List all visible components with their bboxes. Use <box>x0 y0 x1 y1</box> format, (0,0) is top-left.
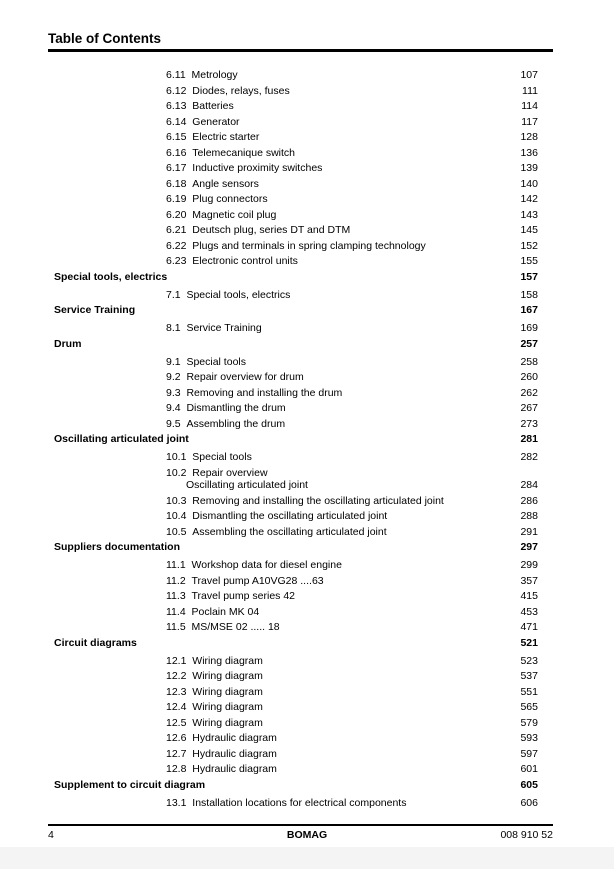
toc-entry-text: Dismantling the oscillating articulated joint <box>192 510 388 522</box>
toc-entry-number: 9.4 <box>166 402 181 414</box>
toc-entry-number: 6.12 <box>166 84 187 97</box>
toc-page-number: 260 <box>520 371 538 383</box>
toc-page-number: 128 <box>520 131 538 143</box>
toc-chapter-title: Circuit diagrams <box>54 636 137 649</box>
toc-entry-title <box>166 559 342 571</box>
toc-entry-title <box>166 763 277 775</box>
toc-entry-number: 6.19 <box>166 193 187 205</box>
toc-entry-number: 6.20 <box>166 208 187 221</box>
toc-entry-title <box>166 621 280 633</box>
toc-entry-number: 6.11 <box>166 69 186 81</box>
toc-entry-text: Electric starter <box>192 131 260 143</box>
toc-entry-text: Special tools, electrics <box>186 288 291 301</box>
header-rule <box>48 49 553 52</box>
toc-entry-number: 6.23 <box>166 255 187 267</box>
toc-entry-text: Metrology <box>191 69 238 81</box>
toc-page-number: 107 <box>520 69 538 81</box>
toc-entry-title <box>166 131 259 143</box>
toc-entry-number: 13.1 <box>166 796 187 809</box>
toc-page-number: 142 <box>520 193 538 205</box>
toc-entry-number: 10.5 <box>166 525 187 538</box>
toc-entry-text: MS/MSE 02 ..... 18 <box>191 621 280 633</box>
toc-entry-number: 6.14 <box>166 115 187 128</box>
toc-entry-text: Removing and installing the drum <box>186 386 343 399</box>
toc-page-number: 136 <box>520 146 538 159</box>
footer-rule <box>48 824 553 826</box>
toc-entry-number: 12.6 <box>166 732 187 744</box>
toc-entry-text: Inductive proximity switches <box>192 162 323 174</box>
toc-entry-title <box>166 655 263 667</box>
toc-entry-text: Magnetic coil plug <box>192 208 277 221</box>
toc-entry-number: 12.3 <box>166 685 187 698</box>
toc-entry-text: Special tools <box>192 451 252 463</box>
toc-entry-text: Plug connectors <box>192 193 268 205</box>
toc-entry-text: Wiring diagram <box>192 685 263 698</box>
toc-entry-number: 6.22 <box>166 239 187 252</box>
toc-entry-number: 6.13 <box>166 100 187 112</box>
toc-entry-title <box>166 162 322 174</box>
toc-entry-text: Plugs and terminals in spring clamping technology <box>192 239 426 252</box>
toc-entry-text: Hydraulic diagram <box>192 747 277 760</box>
toc-entry-title <box>166 100 234 112</box>
toc-page-number: 152 <box>520 239 538 252</box>
toc-entry-title <box>166 526 387 538</box>
toc-entry-title: Oscillating articulated joint <box>186 478 308 491</box>
toc-page-number: 117 <box>521 115 538 128</box>
toc-page-number: 565 <box>520 701 538 713</box>
toc-entry-title <box>166 670 263 682</box>
footer-page-number: 4 <box>48 829 54 841</box>
toc-entry-text: Hydraulic diagram <box>192 763 277 775</box>
toc-entry-number: 12.7 <box>166 747 187 760</box>
toc-entry-number: 9.1 <box>166 355 181 368</box>
toc-entry-title <box>166 402 286 414</box>
toc-entry-title <box>166 717 263 729</box>
toc-entry-number: 11.1 <box>166 559 186 571</box>
toc-entry-text: Service Training <box>186 322 262 334</box>
toc-entry-text: Angle sensors <box>192 177 259 190</box>
toc-page-number: 281 <box>520 433 538 445</box>
footer-brand: BOMAG <box>286 829 328 841</box>
toc-page-number: 114 <box>521 100 538 112</box>
toc-page-number: 297 <box>520 541 538 553</box>
toc-entry-text: Wiring diagram <box>192 716 263 729</box>
toc-page-number: 282 <box>520 451 538 463</box>
toc-entry-number: 12.4 <box>166 701 187 713</box>
toc-entry-number: 12.8 <box>166 763 187 775</box>
toc-entry-text: Wiring diagram <box>192 670 263 682</box>
toc-chapter-title: Service Training <box>54 304 136 316</box>
toc-chapter-title: Special tools, electrics <box>54 270 168 283</box>
toc-entry-title <box>166 701 263 713</box>
toc-entry-title <box>166 748 277 760</box>
toc-chapter-title: Suppliers documentation <box>54 541 181 553</box>
toc-chapter-title: Oscillating articulated joint <box>54 433 189 445</box>
toc-page-number: 357 <box>520 574 538 587</box>
toc-entry-text: Batteries <box>192 100 234 112</box>
toc-entry-title <box>166 322 262 334</box>
toc-entry-number: 11.3 <box>166 590 186 602</box>
toc-page-number: 537 <box>520 670 538 682</box>
toc-entry-title <box>166 495 444 507</box>
toc-entry-text: Repair overview <box>192 466 268 479</box>
toc-entry-number: 6.21 <box>166 224 187 236</box>
toc-entry-text: Travel pump series 42 <box>191 590 296 602</box>
toc-entry-title <box>166 116 240 128</box>
toc-page-number: 551 <box>520 685 538 698</box>
toc-entry-number: 8.1 <box>166 322 181 334</box>
toc-entry-text: Special tools <box>186 355 246 368</box>
toc-entry-number: 6.17 <box>166 162 187 174</box>
toc-entry-title <box>166 797 406 809</box>
toc-page-number: 597 <box>520 747 538 760</box>
toc-entry-number: 10.2 <box>166 466 187 479</box>
toc-entry-number: 11.4 <box>166 605 186 618</box>
toc-entry-title <box>166 575 324 587</box>
toc-page-number: 606 <box>520 796 538 809</box>
toc-page-number: 140 <box>520 177 538 190</box>
toc-page-number: 157 <box>520 270 538 283</box>
toc-page-number: 139 <box>520 162 538 174</box>
toc-entry-title <box>166 147 295 159</box>
footer-doc-number: 008 910 52 <box>500 829 553 841</box>
toc-entry-text: Travel pump A10VG28 ....63 <box>191 574 324 587</box>
toc-entry-title <box>166 371 304 383</box>
toc-entry-title <box>166 467 268 479</box>
toc-page-number: 158 <box>520 288 538 301</box>
toc-entry-title <box>166 590 295 602</box>
toc-entry-text: Hydraulic diagram <box>192 732 277 744</box>
toc-entry-number: 10.1 <box>166 451 187 463</box>
toc-page-number: 453 <box>520 605 538 618</box>
toc-entry-text: Removing and installing the oscillating articulated joint <box>192 494 444 507</box>
toc-page-number: 299 <box>520 559 538 571</box>
toc-page-number: 288 <box>520 510 538 522</box>
toc-entry-title <box>166 193 268 205</box>
page-bottom-band <box>0 847 614 869</box>
toc-entry-title <box>166 356 246 368</box>
toc-entry-number: 11.5 <box>166 621 186 633</box>
toc-page-number: 593 <box>520 732 538 744</box>
toc-entry-title <box>166 289 290 301</box>
toc-page-number: 155 <box>520 255 538 267</box>
toc-page-number: 471 <box>520 621 538 633</box>
toc-entry-title <box>166 686 263 698</box>
toc-entry-text: Wiring diagram <box>192 701 263 713</box>
toc-page-number: 167 <box>520 304 538 316</box>
toc-entry-title <box>166 85 290 97</box>
toc-entry-number: 12.1 <box>166 654 187 667</box>
toc-entry-text: Assembling the drum <box>186 417 286 430</box>
toc-page-number: 605 <box>520 778 538 791</box>
toc-entry-number: 6.16 <box>166 146 187 159</box>
toc-entry-title <box>166 255 298 267</box>
toc-entry-title <box>166 224 350 236</box>
toc-entry-title <box>166 732 277 744</box>
toc-entry-text: Deutsch plug, series DT and DTM <box>192 224 351 236</box>
toc-entry-title <box>166 69 238 81</box>
toc-page-number: 286 <box>520 494 538 507</box>
toc-entry-text: Diodes, relays, fuses <box>192 84 290 97</box>
toc-entry-number: 6.15 <box>166 131 187 143</box>
toc-entry-title <box>166 240 426 252</box>
toc-entry-text: Generator <box>192 115 240 128</box>
toc-entry-text: Electronic control units <box>192 255 298 267</box>
toc-chapter-title: Supplement to circuit diagram <box>54 778 206 791</box>
toc-entry-number: 12.2 <box>166 670 187 682</box>
toc-page-number: 284 <box>520 478 538 491</box>
toc-entry-number: 7.1 <box>166 288 181 301</box>
toc-entry-text: Wiring diagram <box>192 654 263 667</box>
toc-entry-title <box>166 387 342 399</box>
toc-entry-title <box>166 510 387 522</box>
toc-entry-number: 12.5 <box>166 716 187 729</box>
toc-page-number: 262 <box>520 386 538 399</box>
toc-chapter-title: Drum <box>54 337 82 350</box>
toc-entry-title <box>166 418 285 430</box>
toc-page-number: 523 <box>520 654 538 667</box>
toc-entry-number: 6.18 <box>166 177 187 190</box>
toc-entry-title <box>166 178 259 190</box>
toc-entry-number: 9.2 <box>166 371 181 383</box>
toc-page-number: 111 <box>522 84 538 97</box>
toc-entry-number: 10.3 <box>166 494 187 507</box>
toc-entry-text: Workshop data for diesel engine <box>191 559 342 571</box>
toc-page-number: 579 <box>520 716 538 729</box>
toc-entry-text: Dismantling the drum <box>186 402 286 414</box>
toc-page-number: 145 <box>520 224 538 236</box>
toc-entry-number: 11.2 <box>166 574 186 587</box>
toc-entry-number: 9.3 <box>166 386 181 399</box>
toc-entry-text: Poclain MK 04 <box>191 605 260 618</box>
page-title: Table of Contents <box>48 31 161 46</box>
toc-page-number: 257 <box>520 337 538 350</box>
toc-page-number: 291 <box>520 525 538 538</box>
toc-page-number: 415 <box>520 590 538 602</box>
toc-entry-text: Telemecanique switch <box>192 146 295 159</box>
toc-page-number: 521 <box>520 636 538 649</box>
toc-page-number: 143 <box>520 208 538 221</box>
toc-entry-text: Assembling the oscillating articulated joint <box>192 525 387 538</box>
toc-page-number: 258 <box>520 355 538 368</box>
toc-entry-title <box>166 209 276 221</box>
toc-entry-number: 9.5 <box>166 417 181 430</box>
toc-entry-title <box>166 451 252 463</box>
toc-page-number: 601 <box>520 763 538 775</box>
toc-entry-text: Installation locations for electrical components <box>192 796 407 809</box>
toc-page-number: 267 <box>520 402 538 414</box>
toc-entry-title <box>166 606 259 618</box>
toc-entry-text: Repair overview for drum <box>186 371 304 383</box>
toc-entry-number: 10.4 <box>166 510 187 522</box>
toc-page-number: 273 <box>520 417 538 430</box>
toc-page-number: 169 <box>520 322 538 334</box>
